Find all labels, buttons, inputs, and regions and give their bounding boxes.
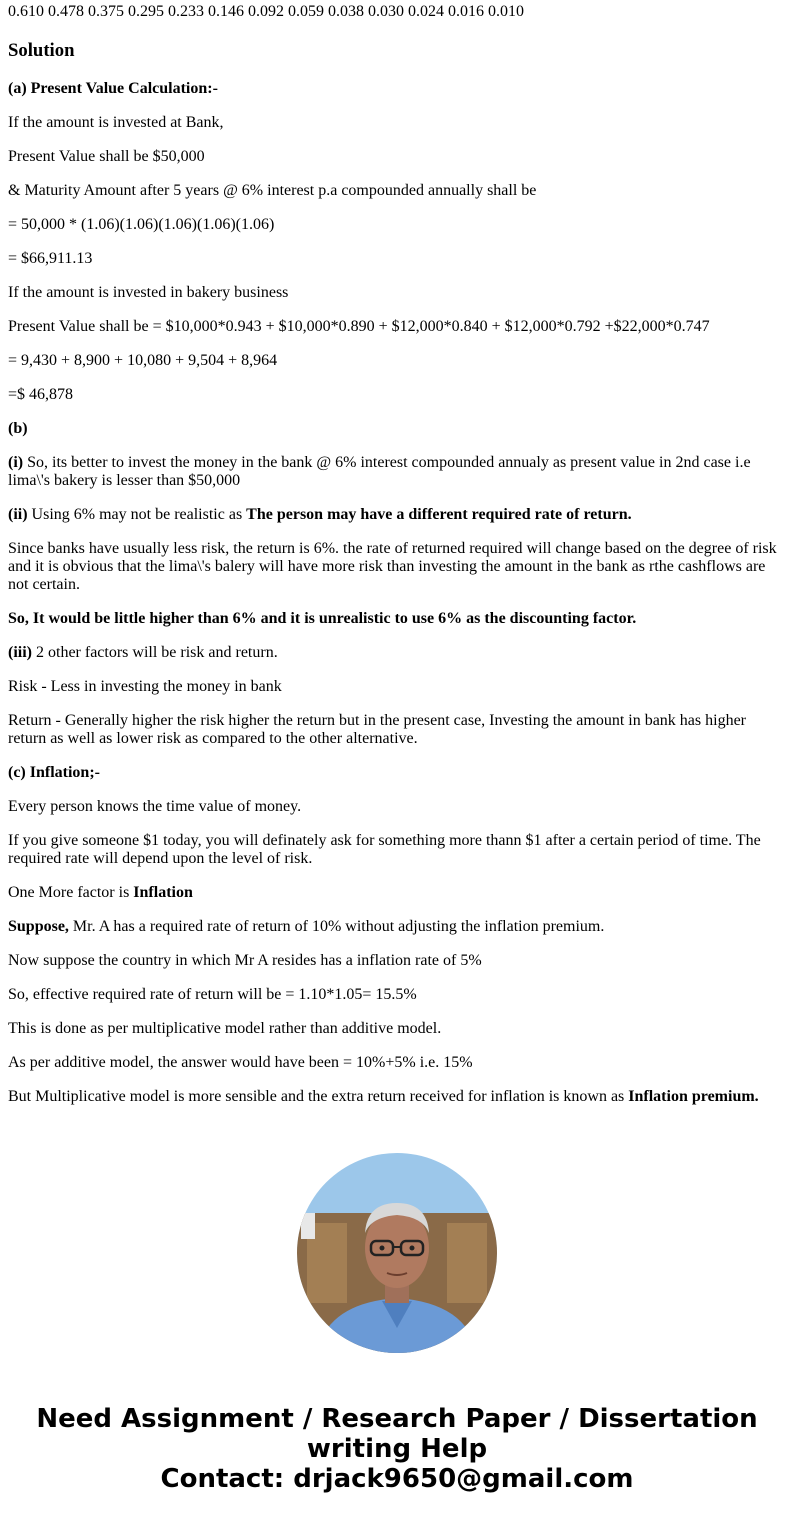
risk-line: Risk - Less in investing the money in bank [8,678,282,695]
footer-line-2: writing Help [306,1434,488,1464]
label-ii: (ii) [8,506,28,523]
text-iii: 2 other factors will be risk and return. [32,644,278,661]
label-iii: (iii) [8,644,32,661]
part-b-title: (b) [8,420,28,437]
bakery-result: =$ 46,878 [8,386,74,403]
solution-heading: Solution [8,40,75,61]
inflation-p3 [8,884,784,902]
bakery-intro: If the amount is invested in bakery business [8,284,289,301]
p9-emphasis: Inflation premium. [628,1088,759,1105]
bakery-sum: = 9,430 + 8,900 + 10,080 + 9,504 + 8,964 [8,352,278,369]
bank-intro: If the amount is invested at Bank, [8,114,224,131]
footer-contact-banner [0,1404,794,1494]
answer-b-ii [8,506,784,524]
author-avatar [297,1153,497,1353]
inflation-p7: This is done as per multiplicative model rather than additive model. [8,1020,442,1037]
conclusion: So, It would be little higher than 6% and it is unrealistic to use 6% as the discounting factor. [8,610,637,627]
discount-factor-row: 0.610 0.478 0.375 0.295 0.233 0.146 0.092 0.059 0.038 0.030 0.024 0.016 0.010 [8,3,524,20]
inflation-p2: If you give someone $1 today, you will definately ask for something more thann $1 after a certain period of time. The required rate will depend upon the level of risk. [8,832,761,867]
answer-b-iii [8,644,784,662]
text-ii-emphasis: The person may have a different required rate of return. [246,506,632,523]
risk-paragraph: Since banks have usually less risk, the return is 6%. the rate of returned required will change based on the degree of risk and it is obvious that the lima\'s balery will have more risk than investing the amount in the bank as rthe cashflows are not certain. [8,540,777,593]
inflation-p4 [8,918,784,936]
inflation-p8: As per additive model, the answer would have been = 10%+5% i.e. 15% [8,1054,473,1071]
footer-contact-email: Contact: drjack9650@gmail.com [160,1464,634,1494]
inflation-p9 [8,1088,784,1106]
part-c-title: (c) Inflation;- [8,764,100,781]
answer-b-i [8,454,784,490]
bank-present-value: Present Value shall be $50,000 [8,148,205,165]
p4-emphasis: Suppose, [8,918,69,935]
maturity-formula: = 50,000 * (1.06)(1.06)(1.06)(1.06)(1.06) [8,216,275,233]
inflation-p1: Every person knows the time value of money. [8,798,302,815]
label-i: (i) [8,454,24,471]
inflation-p5: Now suppose the country in which Mr A resides has a inflation rate of 5% [8,952,482,969]
inflation-p6: So, effective required rate of return will be = 1.10*1.05= 15.5% [8,986,417,1003]
footer-line-1: Need Assignment / Research Paper / Dissertation [36,1404,758,1434]
maturity-result: = $66,911.13 [8,250,93,267]
document-body [8,3,784,1122]
p3-text: One More factor is [8,884,134,901]
text-ii: Using 6% may not be realistic as [27,506,247,523]
text-i: So, its better to invest the money in the bank @ 6% interest compounded annualy as present value in 2nd case i.e lima\'s bakery is lesser than $50,000 [8,454,751,489]
return-line: Return - Generally higher the risk higher the return but in the present case, Investing the amount in bank has higher return as well as lower risk as compared to the other alternative. [8,712,747,747]
p9-text: But Multiplicative model is more sensible and the extra return received for inflation is known as [8,1088,629,1105]
bakery-present-value: Present Value shall be = $10,000*0.943 + $10,000*0.890 + $12,000*0.840 + $12,000*0.792 +$22,000*0.747 [8,318,710,335]
p3-emphasis: Inflation [133,884,193,901]
part-a-title: (a) Present Value Calculation:- [8,80,218,97]
p4-text: Mr. A has a required rate of return of 10% without adjusting the inflation premium. [68,918,605,935]
maturity-text: & Maturity Amount after 5 years @ 6% interest p.a compounded annually shall be [8,182,537,199]
avatar-portrait [297,1153,497,1353]
